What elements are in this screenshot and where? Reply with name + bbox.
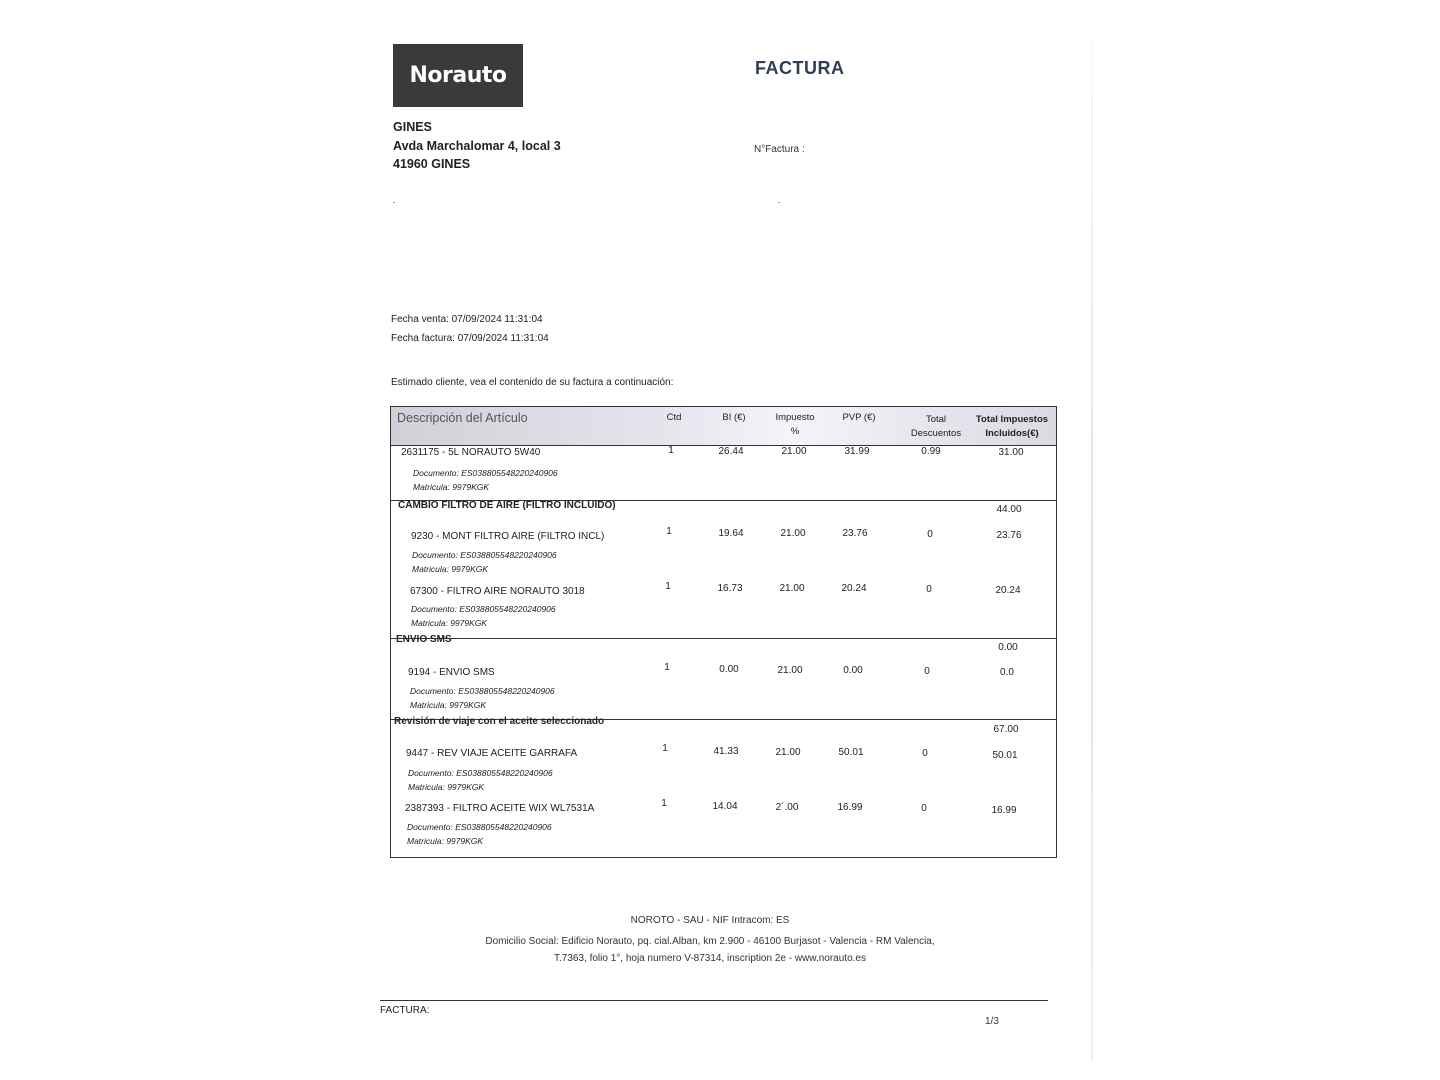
row-pvp: 16.99 [837,802,863,813]
row-total: 16.99 [991,805,1017,816]
row-description: 9230 - MONT FILTRO AIRE (FILTRO INCL) [411,531,605,542]
row-discount: 0 [927,529,933,540]
header-total-line1: Total Impuestos [975,414,1049,425]
row-qty: 1 [662,743,668,754]
header-total [971,413,1053,441]
norauto-logo [393,44,523,107]
header-discount-line2: Descuentos [910,428,962,439]
row-pvp: 0.00 [843,665,863,676]
footer-address: Domicilio Social: Edificio Norauto, pq. cial.Alban, km 2.900 - 46100 Burjasot - Valencia - RM Valencia, [485,936,935,947]
row-description: 67300 - FILTRO AIRE NORAUTO 3018 [410,586,585,597]
row-plate: Matricula: 9979KGK [411,618,488,628]
row-document: Documento: ES038805548220240906 [412,550,557,560]
invoice-date: Fecha factura: 07/09/2024 11:31:04 [391,332,549,344]
row-tax: 21.00 [780,528,806,539]
row-description: 2631175 - 5L NORAUTO 5W40 [401,447,541,458]
row-discount: 0 [921,803,927,814]
row-document: Documento: ES038805548220240906 [411,604,556,614]
footer-company: NOROTO - SAU - NIF Intracom: ES [630,915,790,926]
group-title: CAMBIO FILTRO DE AIRE (FILTRO INCLUIDO) [398,500,616,511]
header-tax-line2: % [790,426,800,437]
row-total: 20.24 [995,585,1021,596]
row-description: 2387393 - FILTRO ACEITE WIX WL7531A [405,803,595,814]
intro-text: Estimado cliente, vea el contenido de su factura a continuación: [391,377,674,388]
footer-divider [380,1000,1048,1001]
store-address [393,118,561,174]
row-bi: 19.64 [718,528,744,539]
row-pvp: 50.01 [838,747,864,758]
redaction-mark [778,202,780,203]
invoice-number-label: N°Factura : [754,144,805,155]
company-footer [440,912,980,967]
header-pvp: PVP (€) [842,412,876,423]
row-pvp: 31.99 [844,446,870,457]
group-total: 67.00 [993,724,1019,735]
store-name: GINES [393,120,432,134]
redaction-mark [393,202,395,203]
header-discount [901,413,971,441]
row-tax: 21.00 [775,747,801,758]
row-description: 9447 - REV VIAJE ACEITE GARRAFA [406,748,578,759]
row-plate: Matricula: 9979KGK [410,700,487,710]
row-bi: 26.44 [718,446,744,457]
header-qty: Ctd [666,412,682,423]
row-qty: 1 [661,798,667,809]
items-table [390,406,1057,858]
row-bi: 0.00 [719,664,739,675]
row-tax: 21.00 [779,583,805,594]
row-plate: Matricula: 9979KGK [413,482,490,492]
scan-edge [1091,40,1093,1060]
footer-invoice-label: FACTURA: [380,1005,430,1016]
header-tax [765,411,825,439]
store-city: 41960 GINES [393,157,471,171]
dates-block [391,311,549,348]
row-discount: 0 [926,584,932,595]
row-plate: Matricula: 9979KGK [407,836,484,846]
row-document: Documento: ES038805548220240906 [413,468,558,478]
table-header [391,407,1056,446]
row-discount: 0 [922,748,928,759]
sale-date: Fecha venta: 07/09/2024 11:31:04 [391,314,543,325]
row-bi: 41.33 [713,746,739,757]
row-document: Documento: ES038805548220240906 [410,686,555,696]
row-tax: 2´.00 [775,802,799,813]
row-tax: 21.00 [781,446,807,457]
header-discount-line1: Total [925,414,947,425]
row-description: 9194 - ENVIO SMS [408,667,495,678]
group-separator [391,638,1056,639]
row-total: 0.0 [1000,667,1014,678]
row-bi: 14.04 [712,801,738,812]
row-tax: 21.00 [777,665,803,676]
document-title: FACTURA [755,58,845,78]
header-description: Descripción del Artículo [397,411,528,425]
row-bi: 16.73 [717,583,743,594]
row-total: 31.00 [998,447,1024,458]
row-pvp: 20.24 [841,583,867,594]
header-bi: BI (€) [722,412,746,423]
row-document: Documento: ES038805548220240906 [407,822,552,832]
row-pvp: 23.76 [842,528,868,539]
group-total: 0.00 [998,642,1018,653]
footer-registry: T.7363, folio 1°, hoja numero V-87314, inscription 2e - www.norauto.es [554,953,866,964]
group-title: ENVIO SMS [396,634,452,645]
group-title: Revisión de viaje con el aceite seleccionado [394,716,605,727]
logo-text: Norauto [409,63,507,88]
row-qty: 1 [665,581,671,592]
row-document: Documento: ES038805548220240906 [408,768,553,778]
group-total: 44.00 [996,504,1022,515]
row-discount: 0.99 [921,446,941,457]
row-total: 50.01 [992,750,1018,761]
row-qty: 1 [666,526,672,537]
row-discount: 0 [924,666,930,677]
page-number: 1/3 [985,1016,999,1027]
row-qty: 1 [668,445,674,456]
row-plate: Matricula: 9979KGK [412,564,489,574]
header-total-line2: Incluidos(€) [985,428,1039,439]
store-street: Avda Marchalomar 4, local 3 [393,138,561,153]
header-tax-line1: Impuesto [775,412,815,423]
row-qty: 1 [664,662,670,673]
row-plate: Matricula: 9979KGK [408,782,485,792]
row-total: 23.76 [996,530,1022,541]
